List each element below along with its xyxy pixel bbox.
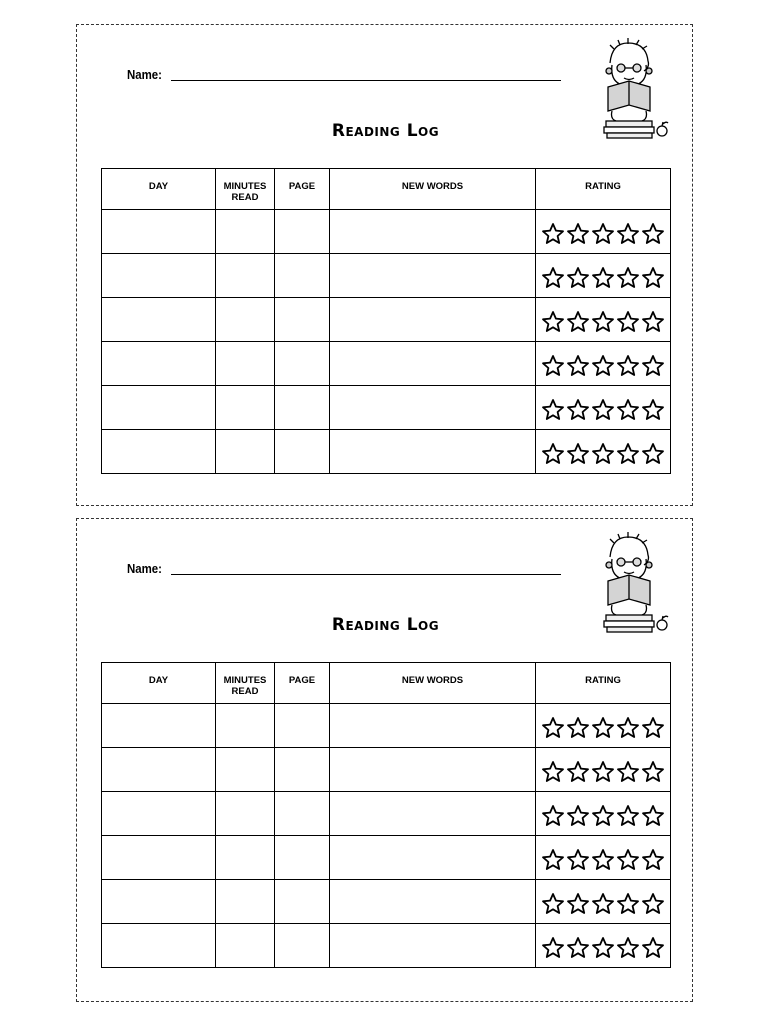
cell-rating	[536, 430, 671, 474]
cell-day[interactable]	[102, 792, 216, 836]
star-outline-icon[interactable]	[591, 354, 615, 378]
star-rating	[536, 218, 670, 246]
star-rating	[536, 800, 670, 828]
star-rating	[536, 844, 670, 872]
star-rating	[536, 306, 670, 334]
cell-new-words[interactable]	[330, 880, 536, 924]
star-outline-icon[interactable]	[591, 936, 615, 960]
table-row	[102, 880, 671, 924]
reading-log-title: Reading Log	[331, 615, 440, 635]
col-header-minutes-read: MINUTES READ	[216, 663, 275, 704]
cell-rating	[536, 704, 671, 748]
table-row	[102, 386, 671, 430]
reading-log-table	[101, 168, 671, 474]
col-header-rating: RATING	[536, 663, 671, 704]
star-outline-icon[interactable]	[591, 398, 615, 422]
star-outline-icon[interactable]	[641, 804, 665, 828]
star-outline-icon[interactable]	[541, 266, 565, 290]
cell-page[interactable]	[275, 210, 330, 254]
cell-minutes-read[interactable]	[216, 748, 275, 792]
cell-day[interactable]	[102, 704, 216, 748]
star-outline-icon[interactable]	[641, 354, 665, 378]
star-outline-icon[interactable]	[641, 892, 665, 916]
cell-minutes-read[interactable]	[216, 210, 275, 254]
table-header-row	[102, 169, 671, 210]
star-outline-icon[interactable]	[641, 848, 665, 872]
star-outline-icon[interactable]	[616, 760, 640, 784]
cell-new-words[interactable]	[330, 254, 536, 298]
cell-new-words[interactable]	[330, 924, 536, 968]
cell-page[interactable]	[275, 792, 330, 836]
cell-minutes-read[interactable]	[216, 430, 275, 474]
star-outline-icon[interactable]	[591, 266, 615, 290]
star-outline-icon[interactable]	[566, 760, 590, 784]
cell-rating	[536, 792, 671, 836]
star-outline-icon[interactable]	[616, 442, 640, 466]
name-label: Name:	[127, 561, 162, 576]
star-outline-icon[interactable]	[616, 222, 640, 246]
star-outline-icon[interactable]	[541, 354, 565, 378]
cell-rating	[536, 254, 671, 298]
star-outline-icon[interactable]	[591, 310, 615, 334]
cell-day[interactable]	[102, 748, 216, 792]
star-outline-icon[interactable]	[566, 892, 590, 916]
star-outline-icon[interactable]	[541, 442, 565, 466]
star-outline-icon[interactable]	[566, 222, 590, 246]
star-rating	[536, 350, 670, 378]
star-rating	[536, 394, 670, 422]
reading-log-table	[101, 662, 671, 968]
cell-minutes-read[interactable]	[216, 342, 275, 386]
star-rating	[536, 932, 670, 960]
star-outline-icon[interactable]	[541, 848, 565, 872]
boy-reading-book-icon	[592, 529, 670, 633]
star-rating	[536, 888, 670, 916]
table-row	[102, 210, 671, 254]
cell-rating	[536, 210, 671, 254]
star-outline-icon[interactable]	[541, 222, 565, 246]
table-row	[102, 704, 671, 748]
star-outline-icon[interactable]	[566, 804, 590, 828]
cell-new-words[interactable]	[330, 704, 536, 748]
cell-page[interactable]	[275, 254, 330, 298]
col-header-page: PAGE	[275, 169, 330, 210]
cell-page[interactable]	[275, 880, 330, 924]
cell-rating	[536, 298, 671, 342]
cell-rating	[536, 880, 671, 924]
reading-log-title: Reading Log	[331, 121, 440, 141]
star-outline-icon[interactable]	[641, 222, 665, 246]
cell-rating	[536, 386, 671, 430]
cell-page[interactable]	[275, 924, 330, 968]
cell-page[interactable]	[275, 298, 330, 342]
name-label: Name:	[127, 67, 162, 82]
cell-rating	[536, 924, 671, 968]
table-row	[102, 342, 671, 386]
star-outline-icon[interactable]	[566, 354, 590, 378]
star-outline-icon[interactable]	[641, 716, 665, 740]
cell-page[interactable]	[275, 836, 330, 880]
cell-minutes-read[interactable]	[216, 880, 275, 924]
name-write-line[interactable]	[171, 80, 561, 81]
cell-minutes-read[interactable]	[216, 924, 275, 968]
table-row	[102, 254, 671, 298]
table-row	[102, 924, 671, 968]
cell-new-words[interactable]	[330, 342, 536, 386]
star-outline-icon[interactable]	[541, 310, 565, 334]
star-rating	[536, 712, 670, 740]
star-outline-icon[interactable]	[566, 398, 590, 422]
star-outline-icon[interactable]	[641, 936, 665, 960]
cell-page[interactable]	[275, 430, 330, 474]
cell-new-words[interactable]	[330, 210, 536, 254]
cell-day[interactable]	[102, 836, 216, 880]
cell-minutes-read[interactable]	[216, 254, 275, 298]
star-outline-icon[interactable]	[641, 760, 665, 784]
star-outline-icon[interactable]	[616, 804, 640, 828]
cell-day[interactable]	[102, 210, 216, 254]
star-outline-icon[interactable]	[591, 442, 615, 466]
star-outline-icon[interactable]	[641, 266, 665, 290]
star-outline-icon[interactable]	[566, 716, 590, 740]
cell-new-words[interactable]	[330, 792, 536, 836]
cell-minutes-read[interactable]	[216, 298, 275, 342]
cell-day[interactable]	[102, 298, 216, 342]
star-outline-icon[interactable]	[616, 848, 640, 872]
cell-day[interactable]	[102, 254, 216, 298]
star-outline-icon[interactable]	[541, 936, 565, 960]
star-outline-icon[interactable]	[641, 398, 665, 422]
col-header-rating: RATING	[536, 169, 671, 210]
table-row	[102, 748, 671, 792]
col-header-day: DAY	[102, 663, 216, 704]
star-outline-icon[interactable]	[616, 266, 640, 290]
star-outline-icon[interactable]	[641, 310, 665, 334]
star-outline-icon[interactable]	[541, 760, 565, 784]
cell-minutes-read[interactable]	[216, 704, 275, 748]
col-header-new-words: NEW WORDS	[330, 663, 536, 704]
star-outline-icon[interactable]	[541, 716, 565, 740]
cell-rating	[536, 342, 671, 386]
cell-day[interactable]	[102, 386, 216, 430]
cell-minutes-read[interactable]	[216, 836, 275, 880]
cell-new-words[interactable]	[330, 836, 536, 880]
star-outline-icon[interactable]	[591, 804, 615, 828]
reading-log-card-2	[76, 518, 693, 1002]
col-header-page: PAGE	[275, 663, 330, 704]
cell-new-words[interactable]	[330, 748, 536, 792]
star-outline-icon[interactable]	[616, 354, 640, 378]
cell-day[interactable]	[102, 924, 216, 968]
star-outline-icon[interactable]	[591, 848, 615, 872]
cell-minutes-read[interactable]	[216, 386, 275, 430]
star-outline-icon[interactable]	[591, 222, 615, 246]
cell-page[interactable]	[275, 386, 330, 430]
cell-new-words[interactable]	[330, 386, 536, 430]
star-rating	[536, 438, 670, 466]
star-outline-icon[interactable]	[616, 892, 640, 916]
star-outline-icon[interactable]	[566, 266, 590, 290]
cell-page[interactable]	[275, 342, 330, 386]
star-outline-icon[interactable]	[591, 716, 615, 740]
boy-reading-book-icon	[592, 35, 670, 139]
star-outline-icon[interactable]	[616, 716, 640, 740]
star-outline-icon[interactable]	[541, 398, 565, 422]
cell-minutes-read[interactable]	[216, 792, 275, 836]
star-outline-icon[interactable]	[641, 442, 665, 466]
table-row	[102, 836, 671, 880]
cell-day[interactable]	[102, 880, 216, 924]
cell-new-words[interactable]	[330, 298, 536, 342]
star-outline-icon[interactable]	[541, 804, 565, 828]
cell-day[interactable]	[102, 342, 216, 386]
table-row	[102, 298, 671, 342]
star-rating	[536, 756, 670, 784]
cell-day[interactable]	[102, 430, 216, 474]
star-outline-icon[interactable]	[616, 936, 640, 960]
cell-new-words[interactable]	[330, 430, 536, 474]
star-outline-icon[interactable]	[616, 398, 640, 422]
star-outline-icon[interactable]	[566, 848, 590, 872]
star-outline-icon[interactable]	[591, 892, 615, 916]
star-outline-icon[interactable]	[616, 310, 640, 334]
cell-rating	[536, 748, 671, 792]
table-row	[102, 792, 671, 836]
col-header-minutes-read: MINUTES READ	[216, 169, 275, 210]
star-outline-icon[interactable]	[591, 760, 615, 784]
star-outline-icon[interactable]	[566, 310, 590, 334]
star-outline-icon[interactable]	[566, 936, 590, 960]
col-header-day: DAY	[102, 169, 216, 210]
table-row	[102, 430, 671, 474]
reading-log-card-1	[76, 24, 693, 506]
name-write-line[interactable]	[171, 574, 561, 575]
star-outline-icon[interactable]	[566, 442, 590, 466]
cell-page[interactable]	[275, 704, 330, 748]
star-rating	[536, 262, 670, 290]
cell-rating	[536, 836, 671, 880]
col-header-new-words: NEW WORDS	[330, 169, 536, 210]
table-header-row	[102, 663, 671, 704]
cell-page[interactable]	[275, 748, 330, 792]
star-outline-icon[interactable]	[541, 892, 565, 916]
